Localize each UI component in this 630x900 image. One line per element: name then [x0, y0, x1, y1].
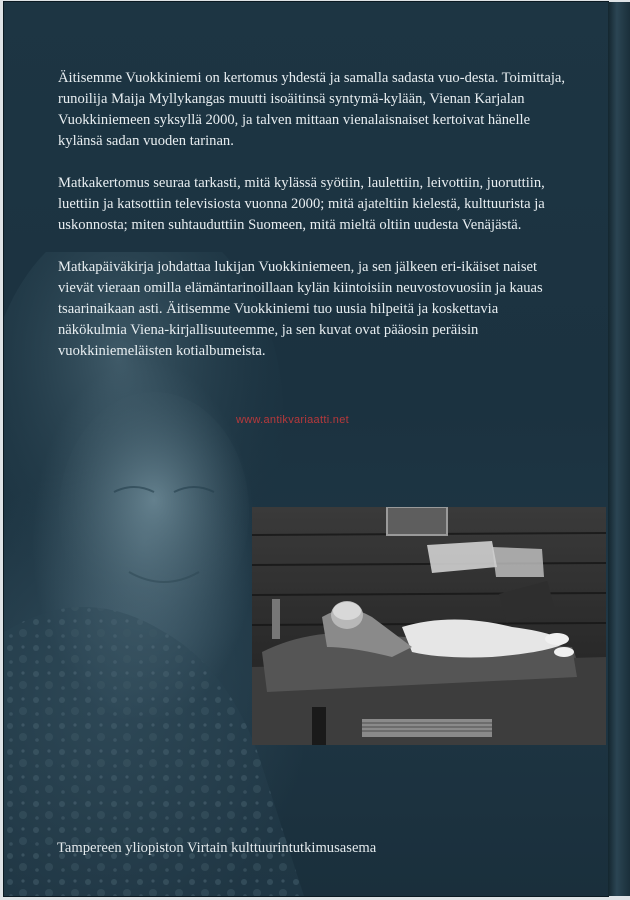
blurb-paragraph-1: Äitisemme Vuokkiniemi on kertomus yhdestä ja samalla sadasta vuo-desta. Toimittaja, runoilija Maija Myllykangas muutti isoäitinsä syntymä-kylään, Vienan Karjalan Vuokkiniemeen syksyllä 2000, ja talven mittaan vienalaisnaiset kertoivat hänelle kylänsä sadan vuoden tarinan.: [58, 70, 566, 149]
woman-resting-photo: [252, 507, 606, 745]
book-back-cover: [4, 2, 608, 896]
blurb-paragraph-3: Matkapäiväkirja johdattaa lukijan Vuokkiniemeen, ja sen jälkeen eri-ikäiset naiset vievät vieraan omilla elämäntarinoillaan kylän kiintoisiin neuvostovuosiin ja kauas tsaarinaikaan asti. Äitisemme Vuokkiniemi tuo uusia hilpeitä ja koskettavia näkökulmia Viena-kirjallisuuteemme, ja sen kuvat ovat pääosin peräisin vuokkiniemeläisten kotialbumeista.: [58, 259, 543, 359]
publisher-name: Tampereen yliopiston Virtain kulttuurintutkimusasema: [57, 840, 377, 856]
watermark-text: www.antikvariaatti.net: [236, 414, 349, 426]
book-spine: [608, 2, 630, 896]
cover-blurb: [58, 68, 568, 383]
blurb-paragraph-2: Matkakertomus seuraa tarkasti, mitä kylässä syötiin, laulettiin, leivottiin, juoruttiin, luettiin ja katsottiin televisiosta vuonna 2000; mitä ajateltiin kielestä, kulttuurista ja uskonnosta; miten suhtauduttiin Suomeen, mitä mieltä oltiin uudesta Venäjästä.: [58, 175, 545, 233]
